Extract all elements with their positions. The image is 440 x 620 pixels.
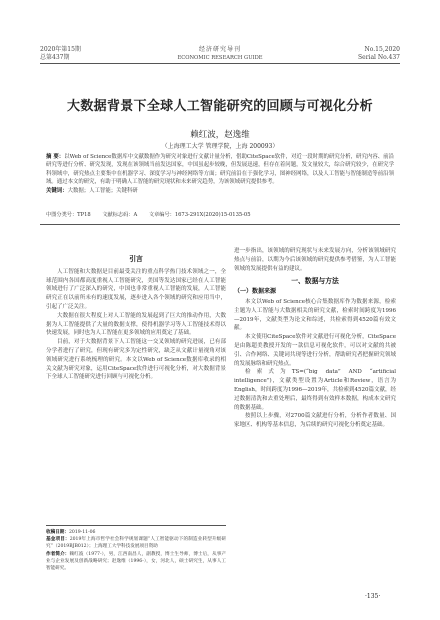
header-journal-en: ECONOMIC RESEARCH GUIDE: [177, 55, 263, 61]
page-number: ·135·: [365, 593, 381, 600]
header-issue: 总第437期: [40, 54, 70, 61]
meta-rule: [40, 224, 400, 225]
body-paragraph: 按照以上步骤，对2700篇文献进行分析，分析作者数量、国家地区、机构等基本信息，为后续的研究可视化分析奠定基础。: [234, 413, 396, 429]
fund-label: 基金项目：: [46, 537, 70, 543]
received-date: 2019-11-06: [68, 530, 96, 535]
body-paragraph: 目前，对于大数据背景下人工智能这一交叉领域的研究进展，已有部分学者进行了研究，但现有研究多为定性研究，缺乏从文献计量视角对该领域研究进行系统梳理的研究。本文以Web of Science数据库收录的相关文献为研究对象，运用CiteSpace软件进行可视化分析，对大数据背景下全球人工智能研究进行回顾与可视化分析。: [46, 339, 226, 381]
abstract-text: 以Web of Science数据库中文献数据作为研究对象进行文献计量分析，借助CiteSpace软件，对近一段时期的研究分析，研究内容、前沿研究等进行分析、研究发现，发现在该领域当前发达国家，中国虽起步较晚，但发展迅速，但存在着问题，发文量较大，综合研究较少，在研究学科领域中，研究热点主要集中在机器学习、深度学习与神经网络等方面；研究前沿在于强化学习，图神经网络，以及人工智能与智能制造等前沿领域。通过本文的研究，有助于明确人工智能的研究现状和未来研究趋势，为该领域研究提供参考。: [46, 154, 394, 186]
article-number: 文章编号：1673-291X(2020)15-0135-05: [148, 212, 251, 218]
body-paragraph: 人工智能和大数据是目前最受关注的重点科学热门技术领域之一，全球范围内各国都高度重视人工智能研究，美国等发达国家已经在人工智能领域进行了广泛深入的研究，中国也非常重视人工智能的发展，人工智能研究正在以前所未有的速度发展，逐步进入各个领域的研究和应用当中，引起了广泛关注。: [46, 268, 226, 310]
header-date: 2020年第15期: [40, 46, 81, 53]
clc-code: 中图分类号：TP18: [46, 212, 91, 218]
subsection-heading-data-source: （一）数据来源: [234, 288, 277, 296]
received-label: 收稿日期：: [46, 530, 69, 535]
section-heading-data-methods: 一、数据与方法: [291, 277, 339, 286]
body-paragraph: 本文使用CiteSpace软件对文献进行可视化分析，CiteSpace是由陈超美教授开发的一款信息可视化软件，可以对文献的共被引、合作网络、关键词共现等进行分析，帮助研究者把握研究领域的发展脉络和研究热点。: [234, 334, 396, 367]
body-paragraph: 检索式为TS=(“big data” AND “artificial intelligence”)，文献类型设置为Article和Review，语言为English，时间跨度为1996—2019年，共检索到4520篇文献，经过数据清洗和去重处理后，最终得到有效样本数据，构成本文研究的数据基础。: [234, 369, 396, 411]
left-column: [46, 255, 226, 523]
author-bio-text: 赖红波（1977-），男，江西南昌人，副教授，博士生导师，博士后，从事产业与企业发展及创新战略研究；赵逸维（1996-），女，河北人，硕士研究生，从事人工智能研究。: [46, 551, 226, 572]
section-heading-intro: 引言: [129, 255, 143, 263]
header-rule: [40, 63, 400, 64]
keywords-label: 关键词：: [46, 187, 68, 194]
article-affiliation: （上海理工大学 管理学院，上海 200093）: [161, 143, 279, 150]
body-paragraph: 大数据在很大程度上对人工智能的发展起到了巨大的推动作用，大数据为人工智能提供了大量的数据支撑，使得机器学习等人工智能技术得以快速发展，同时也为人工智能在更多领域的应用奠定了基础。: [46, 312, 226, 337]
keywords-text: 大数据；人工智能；关键科研: [67, 187, 138, 194]
article-meta: [46, 211, 394, 219]
body-paragraph: 本文以Web of Science核心合集数据库作为数据来源，检索主题为人工智能与大数据相关的研究文献，检索时间跨度为1996—2019年，文献类型为论文和综述，共检索得到4520篇有效文献。: [234, 298, 396, 332]
footnote-rule: [46, 525, 226, 526]
abstract: [46, 153, 394, 195]
body-paragraph: 进一步指出，该领域的研究现状与未来发展方向，分析该领域研究热点与前沿，以期为今后该领域的研究提供参考借鉴，为人工智能领域的发展提供有益的建议。: [234, 248, 396, 272]
footnote: [46, 529, 226, 572]
article-title: 大数据背景下全球人工智能研究的回顾与可视化分析: [67, 99, 373, 114]
header-journal-cn: 经济研究导刊: [198, 46, 241, 53]
header-number: No.15,2020: [364, 46, 400, 53]
abstract-label: 摘 要：: [46, 154, 65, 160]
right-column: [234, 247, 396, 587]
doc-code: 文献标志码：A: [102, 212, 138, 218]
article-authors: 赖红波，赵逸维: [190, 130, 250, 140]
fund-text: 2019年上海市哲学社会科学规划课题“人工智能驱动下的制造业转型升级研究”（2019BJB012）；上海理工大学科技发展项目资助: [46, 537, 226, 550]
author-bio-label: 作者简介：: [46, 551, 70, 557]
header-serial: Serial No.437: [358, 54, 400, 61]
